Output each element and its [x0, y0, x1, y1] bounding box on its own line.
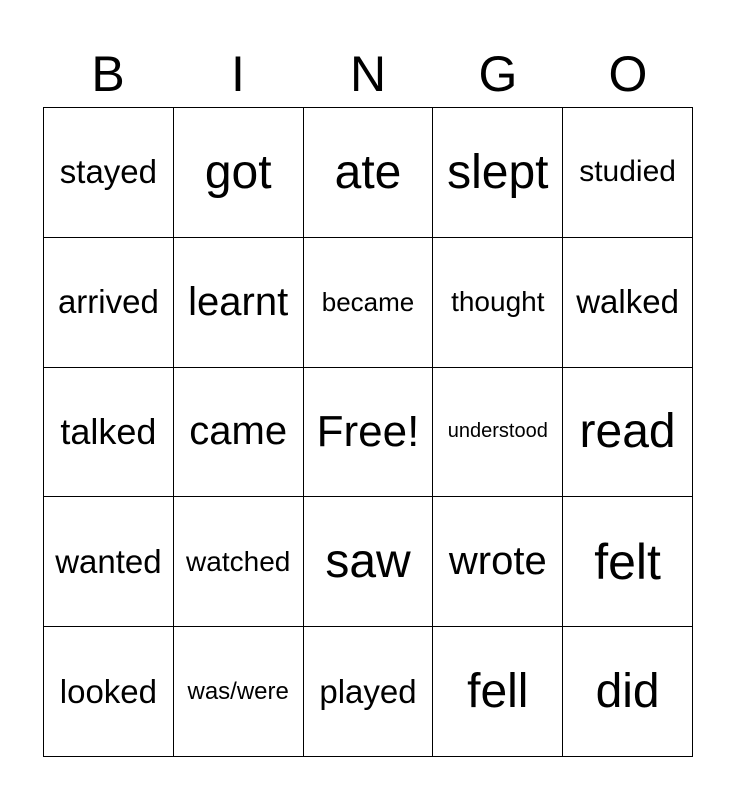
- header-letter-i: I: [231, 46, 245, 102]
- bingo-cell[interactable]: watched: [174, 497, 304, 627]
- bingo-cell-free[interactable]: Free!: [304, 368, 434, 498]
- bingo-cell[interactable]: read: [563, 368, 693, 498]
- bingo-cell[interactable]: walked: [563, 238, 693, 368]
- bingo-cell[interactable]: understood: [433, 368, 563, 498]
- bingo-cell[interactable]: felt: [563, 497, 693, 627]
- bingo-cell[interactable]: learnt: [174, 238, 304, 368]
- bingo-cell[interactable]: ate: [304, 108, 434, 238]
- header-letter-o: O: [608, 46, 648, 102]
- bingo-cell[interactable]: got: [174, 108, 304, 238]
- bingo-cell[interactable]: looked: [44, 627, 174, 757]
- bingo-cell[interactable]: wanted: [44, 497, 174, 627]
- bingo-cell[interactable]: did: [563, 627, 693, 757]
- bingo-cell[interactable]: slept: [433, 108, 563, 238]
- bingo-header: [43, 44, 693, 104]
- bingo-cell[interactable]: studied: [563, 108, 693, 238]
- bingo-cell[interactable]: talked: [44, 368, 174, 498]
- bingo-cell[interactable]: came: [174, 368, 304, 498]
- bingo-cell[interactable]: thought: [433, 238, 563, 368]
- header-letter-b: B: [91, 46, 125, 102]
- bingo-cell[interactable]: became: [304, 238, 434, 368]
- header-letter-n: N: [349, 46, 387, 102]
- bingo-cell[interactable]: was/were: [174, 627, 304, 757]
- bingo-cell[interactable]: arrived: [44, 238, 174, 368]
- bingo-cell[interactable]: wrote: [433, 497, 563, 627]
- bingo-grid: [43, 107, 693, 757]
- bingo-cell[interactable]: fell: [433, 627, 563, 757]
- bingo-cell[interactable]: saw: [304, 497, 434, 627]
- bingo-cell[interactable]: stayed: [44, 108, 174, 238]
- bingo-cell[interactable]: played: [304, 627, 434, 757]
- header-letter-g: G: [478, 46, 518, 102]
